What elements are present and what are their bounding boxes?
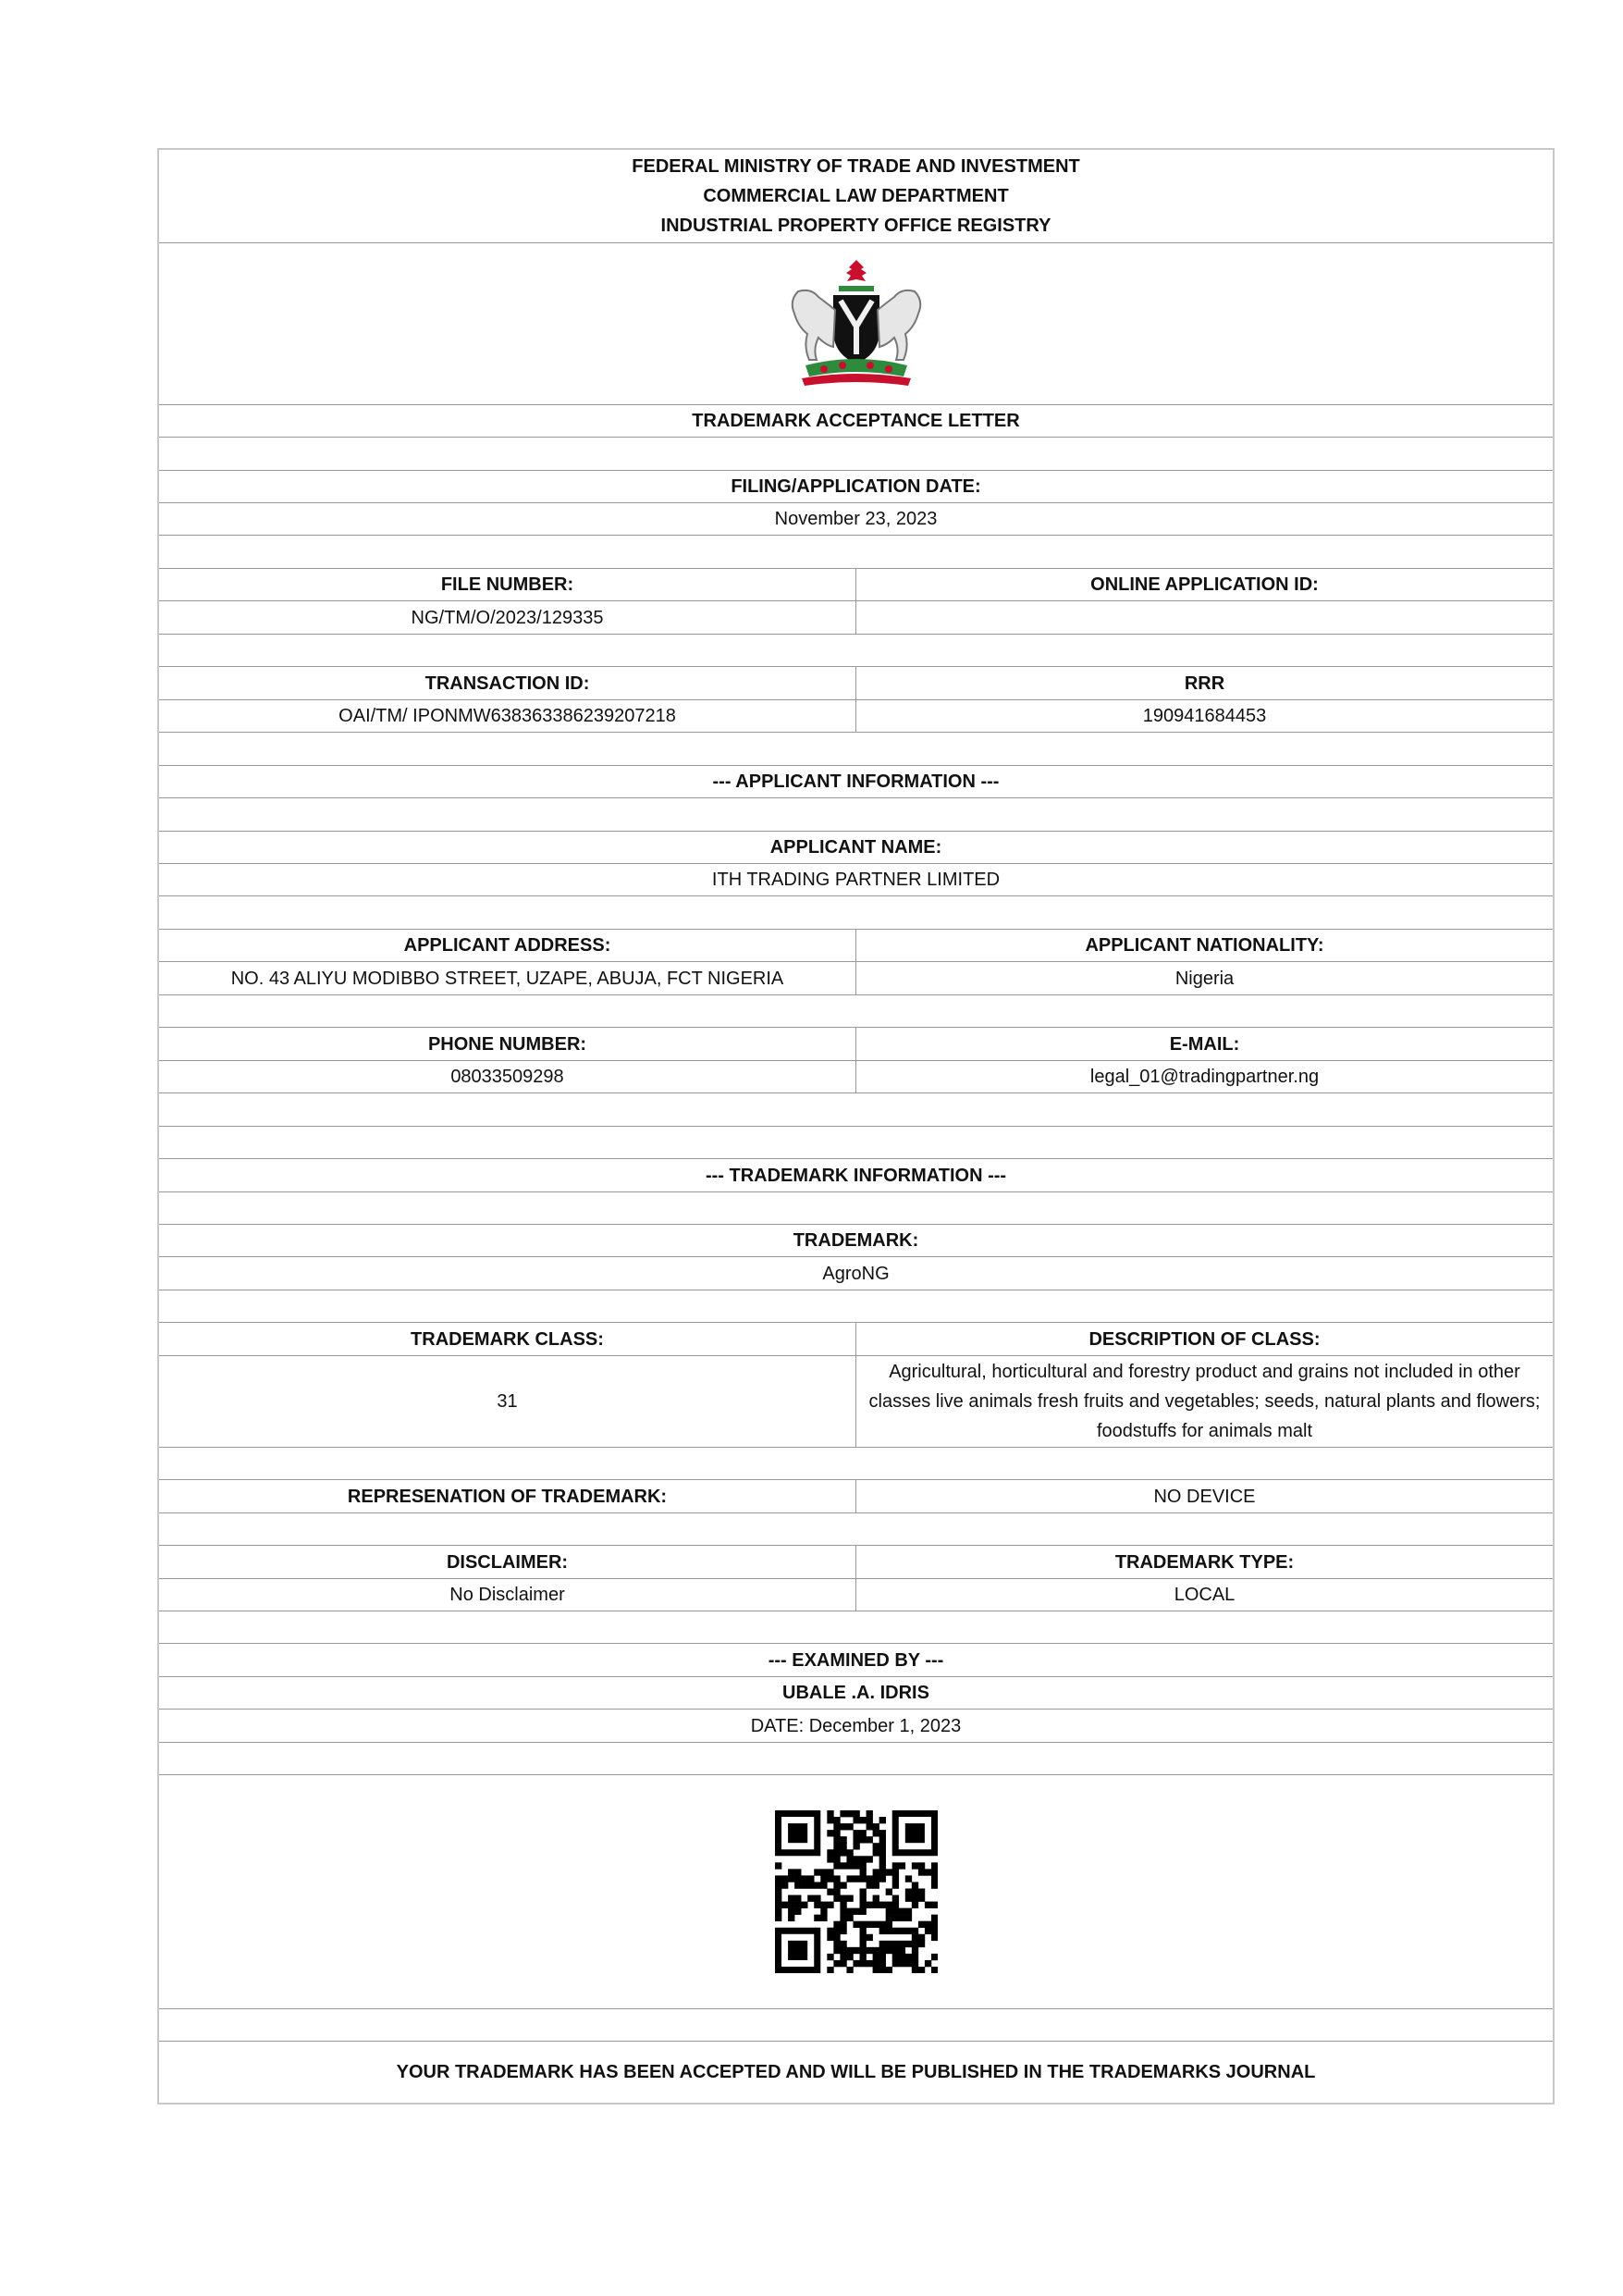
applicant-name-value: ITH TRADING PARTNER LIMITED [711,870,1001,890]
trademark-type-label: TRADEMARK TYPE: [855,1546,1553,1578]
online-application-id-label: ONLINE APPLICATION ID: [855,569,1553,600]
department-name: COMMERCIAL LAW DEPARTMENT [703,186,1009,206]
transaction-label-row [159,666,1553,699]
applicant-address-label: APPLICANT ADDRESS: [403,935,611,956]
coat-of-arms-icon [159,243,1553,404]
spacer-row [159,895,1553,929]
phone-number-value: 08033509298 [450,1067,564,1087]
emblem-row [159,242,1553,404]
filing-value-row [159,502,1553,535]
footer-notice-row [159,2041,1553,2103]
address-value-row [159,961,1553,994]
ministry-name: FEDERAL MINISTRY OF TRADE AND INVESTMENT [632,156,1080,177]
registry-name: INDUSTRIAL PROPERTY OFFICE REGISTRY [660,216,1051,236]
email-label: E-MAIL: [855,1028,1553,1060]
examined-label-row [159,1643,1553,1676]
applicant-address-value: NO. 43 ALIYU MODIBBO STREET, UZAPE, ABUJA, FCT NIGERIA [230,968,784,989]
email-value: legal_01@tradingpartner.ng [855,1061,1553,1092]
disclaimer-label: DISCLAIMER: [446,1551,569,1573]
trademark-section-heading: --- TRADEMARK INFORMATION --- [705,1165,1007,1186]
disclaimer-value: No Disclaimer [449,1585,565,1605]
acceptance-letter-table [157,148,1555,2105]
spacer-row [159,1611,1553,1643]
spacer-row [159,732,1553,765]
applicant-section-heading: --- APPLICANT INFORMATION --- [712,772,1000,792]
applicant-name-label: APPLICANT NAME: [769,837,942,858]
footer-notice: YOUR TRADEMARK HAS BEEN ACCEPTED AND WILL BE PUBLISHED IN THE TRADEMARKS JOURNAL [396,2062,1316,2082]
spacer-row [159,634,1553,666]
spacer-row [159,1191,1553,1224]
qr-code-icon [159,1775,1553,2008]
representation-value: NO DEVICE [855,1480,1553,1512]
transaction-id-value: OAI/TM/ IPONMW638363386239207218 [338,706,676,726]
spacer-row [159,1512,1553,1545]
examiner-name-row [159,1676,1553,1709]
applicant-name-value-row [159,863,1553,895]
spacer-row [159,535,1553,568]
class-description-value: Agricultural, horticultural and forestry product and grains not included in other classes live animals fresh fruits and vegetables; seeds, natural plants and flowers; foodstuffs for animals malt [855,1356,1553,1447]
title-row [159,404,1553,437]
rrr-value: 190941684453 [855,700,1553,732]
rrr-label: RRR [855,667,1553,699]
spacer-row [159,1126,1553,1158]
file-number-value-row [159,600,1553,634]
examined-date: DATE: December 1, 2023 [750,1715,962,1736]
trademark-section-row [159,1158,1553,1191]
online-application-id-value [855,601,1553,634]
phone-label-row [159,1027,1553,1060]
applicant-section-row [159,765,1553,797]
address-label-row [159,929,1553,961]
transaction-value-row [159,699,1553,732]
applicant-nationality-value: Nigeria [855,962,1553,994]
filing-date-value: November 23, 2023 [774,509,938,529]
trademark-type-value: LOCAL [855,1579,1553,1611]
trademark-label: TRADEMARK: [793,1230,919,1251]
qr-row [159,1774,1553,2008]
applicant-name-label-row [159,831,1553,863]
examined-by-label: --- EXAMINED BY --- [768,1649,944,1671]
representation-row [159,1479,1553,1512]
representation-label: REPRESENATION OF TRADEMARK: [347,1486,668,1507]
filing-date-label: FILING/APPLICATION DATE: [731,476,981,497]
trademark-class-label: TRADEMARK CLASS: [411,1328,604,1350]
phone-number-label: PHONE NUMBER: [427,1033,587,1055]
file-number-label: FILE NUMBER: [440,574,574,595]
examiner-name: UBALE .A. IDRIS [782,1683,929,1703]
spacer-row [159,437,1553,470]
spacer-row [159,1447,1553,1479]
ministry-header [159,150,1553,242]
trademark-value-row [159,1256,1553,1290]
file-number-value: NG/TM/O/2023/129335 [411,607,604,628]
disclaimer-label-row [159,1545,1553,1578]
applicant-nationality-label: APPLICANT NATIONALITY: [855,930,1553,961]
class-value-row [159,1355,1553,1447]
class-label-row [159,1322,1553,1355]
header-row [159,150,1553,242]
examined-date-row [159,1709,1553,1742]
document-title: TRADEMARK ACCEPTANCE LETTER [692,411,1020,431]
spacer-row [159,1290,1553,1322]
trademark-value: AgroNG [822,1263,890,1284]
filing-label-row [159,470,1553,502]
spacer-row [159,994,1553,1027]
transaction-id-label: TRANSACTION ID: [424,673,590,694]
spacer-row [159,2008,1553,2041]
spacer-row [159,797,1553,831]
file-number-label-row [159,568,1553,600]
spacer-row [159,1092,1553,1126]
trademark-label-row [159,1224,1553,1256]
phone-value-row [159,1060,1553,1092]
trademark-class-value: 31 [497,1391,518,1412]
disclaimer-value-row [159,1578,1553,1611]
spacer-row [159,1742,1553,1774]
qr-code [775,1810,938,1973]
class-description-label: DESCRIPTION OF CLASS: [855,1323,1553,1355]
